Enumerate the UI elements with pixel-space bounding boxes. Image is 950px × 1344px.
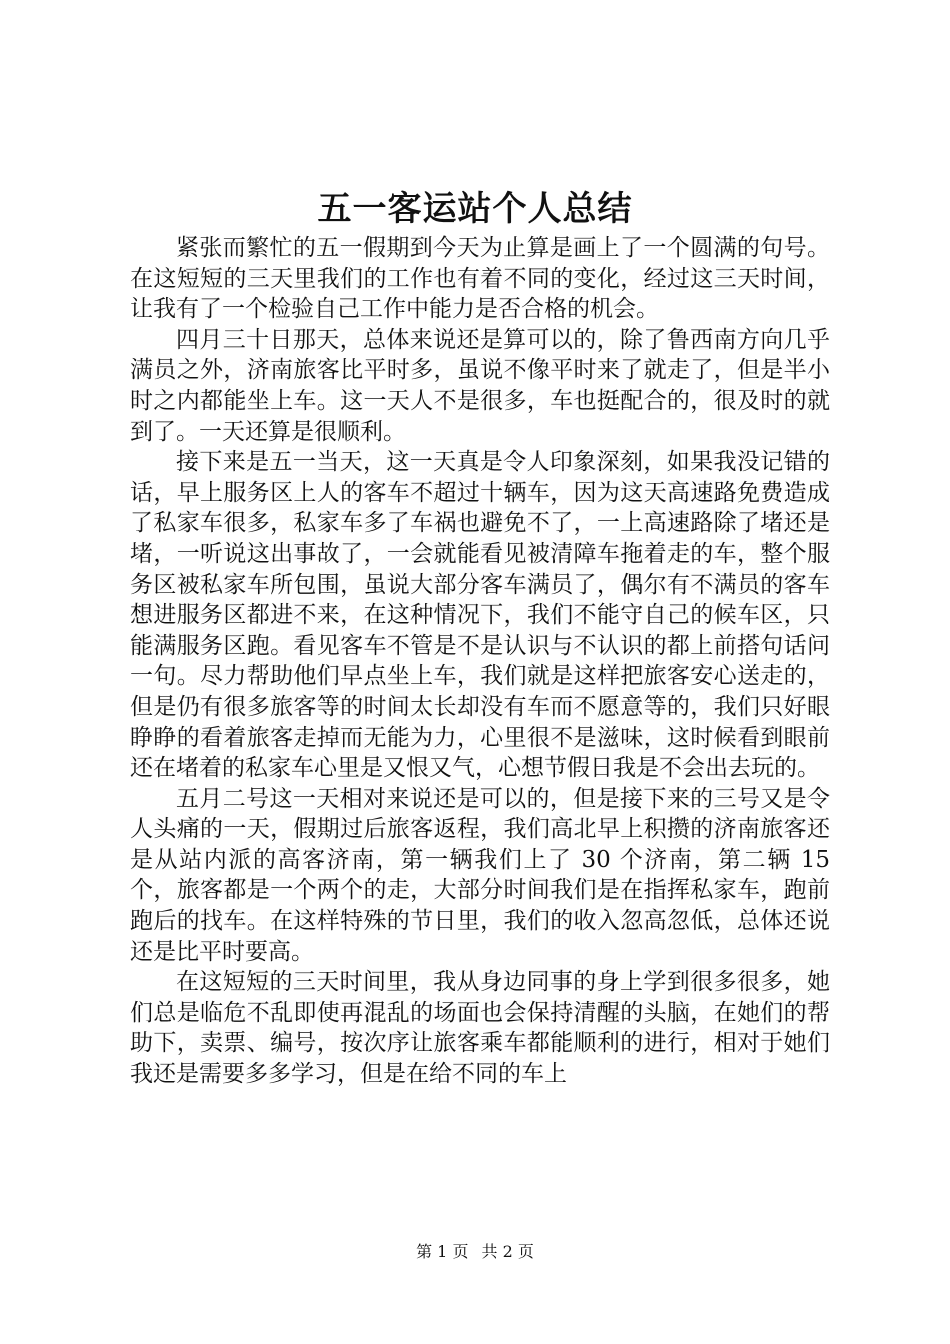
paragraph: 四月三十日那天，总体来说还是算可以的，除了鲁西南方向几乎满员之外，济南旅客比平时多，虽说不像平时来了就走了，但是半小时之内都能坐上车。这一天人不是很多，车也挺配合的，很及时的就到了。一天还算是很顺利。 xyxy=(130,326,830,445)
paragraph: 五月二号这一天相对来说还是可以的，但是接下来的三号又是令人头痛的一天，假期过后旅客返程，我们高北早上积攒的济南旅客还是从站内派的高客济南，第一辆我们上了 30 个济南，第二辆 15 个，旅客都是一个两个的走，大部分时间我们是在指挥私家车，跑前跑后的找车。在这样特殊的节日里，我们的收入忽高忽低，总体还说还是比平时要高。 xyxy=(130,785,830,965)
page-footer xyxy=(0,1241,950,1263)
paragraph: 紧张而繁忙的五一假期到今天为止算是画上了一个圆满的句号。在这短短的三天里我们的工作也有着不同的变化，经过这三天时间，让我有了一个检验自己工作中能力是否合格的机会。 xyxy=(130,235,830,323)
page-number: 第 1 页 xyxy=(416,1242,469,1261)
document-title: 五一客运站个人总结 xyxy=(317,189,633,229)
page-total: 共 2 页 xyxy=(481,1242,534,1261)
paragraph: 接下来是五一当天，这一天真是令人印象深刻，如果我没记错的话，早上服务区上人的客车不超过十辆车，因为这天高速路免费造成了私家车很多，私家车多了车祸也避免不了，一上高速路除了堵还是堵，一听说这出事故了，一会就能看见被清障车拖着走的车，整个服务区被私家车所包围，虽说大部分客车满员了，偶尔有不满员的客车想进服务区都进不来，在这种情况下，我们不能守自己的候车区，只能满服务区跑。看见客车不管是不是认识与不认识的都上前搭句话问一句。尽力帮助他们早点坐上车，我们就是这样把旅客安心送走的，但是仍有很多旅客等的时间太长却没有车而不愿意等的，我们只好眼睁睁的看着旅客走掉而无能为力，心里很不是滋味，这时候看到眼前还在堵着的私家车心里是又恨又气，心想节假日我是不会出去玩的。 xyxy=(130,449,830,782)
paragraph: 在这短短的三天时间里，我从身边同事的身上学到很多很多，她们总是临危不乱即使再混乱的场面也会保持清醒的头脑，在她们的帮助下，卖票、编号，按次序让旅客乘车都能顺利的进行，相对于她们我还是需要多多学习，但是在给不同的车上 xyxy=(130,969,830,1088)
document-body xyxy=(130,233,830,1090)
